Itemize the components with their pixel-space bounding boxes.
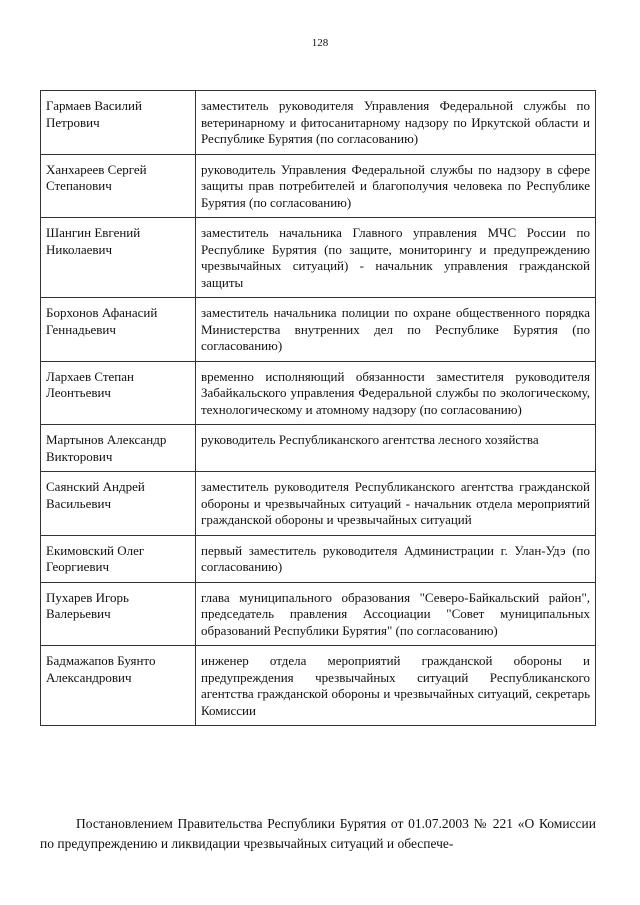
table-row: [41, 91, 596, 155]
member-role: временно исполняющий обязанности заместителя руководителя Забайкальского управления Федеральной службы по экологическому, технологическому и атомному надзору (по согласованию): [196, 361, 596, 425]
member-role: руководитель Управления Федеральной службы по надзору в сфере защиты прав потребителей и благополучия человека по Республике Бурятия (по согласованию): [196, 154, 596, 218]
member-name: Борхонов Афанасий Геннадьевич: [41, 298, 196, 362]
member-name: Гармаев Василий Петрович: [41, 91, 196, 155]
member-role: заместитель руководителя Управления Федеральной службы по ветеринарному и фитосанитарному надзору по Иркутской области и Республике Бурятия (по согласованию): [196, 91, 596, 155]
table-row: [41, 472, 596, 536]
commission-members-table: [40, 90, 596, 726]
member-role: заместитель руководителя Республиканского агентства гражданской обороны и чрезвычайных ситуаций - начальник отдела мероприятий гражданской обороны и чрезвычайных ситуаций: [196, 472, 596, 536]
member-role: глава муниципального образования "Северо-Байкальский район", председатель правления Ассоциации "Совет муниципальных образований Республики Бурятия" (по согласованию): [196, 582, 596, 646]
member-name: Саянский Андрей Васильевич: [41, 472, 196, 536]
member-name: Лархаев Степан Леонтьевич: [41, 361, 196, 425]
table-row: [41, 425, 596, 472]
member-name: Бадмажапов Буянто Александрович: [41, 646, 196, 726]
member-name: Ханхареев Сергей Степанович: [41, 154, 196, 218]
table-row: [41, 582, 596, 646]
member-name: Екимовский Олег Георгиевич: [41, 535, 196, 582]
table-row: [41, 218, 596, 298]
member-name: Шангин Евгений Николаевич: [41, 218, 196, 298]
closing-paragraph: Постановлением Правительства Республики Бурятия от 01.07.2003 № 221 «О Комиссии по предупреждению и ликвидации чрезвычайных ситуаций и обеспече-: [40, 815, 596, 851]
table-row: [41, 298, 596, 362]
member-name: Мартынов Александр Викторович: [41, 425, 196, 472]
table-row: [41, 154, 596, 218]
member-role: заместитель начальника Главного управления МЧС России по Республике Бурятия (по защите, мониторингу и предупреждению чрезвычайных ситуаций) - начальник управления гражданской защиты: [196, 218, 596, 298]
member-role: первый заместитель руководителя Администрации г. Улан-Удэ (по согласованию): [196, 535, 596, 582]
table-row: [41, 535, 596, 582]
member-name: Пухарев Игорь Валерьевич: [41, 582, 196, 646]
member-role: руководитель Республиканского агентства лесного хозяйства: [196, 425, 596, 472]
table-row: [41, 361, 596, 425]
member-role: инженер отдела мероприятий гражданской обороны и предупреждения чрезвычайных ситуаций Республиканского агентства гражданской обороны и чрезвычайных ситуаций, секретарь Комиссии: [196, 646, 596, 726]
table-row: [41, 646, 596, 726]
page-number: 128: [311, 37, 329, 49]
member-role: заместитель начальника полиции по охране общественного порядка Министерства внутренних дел по Республике Бурятия (по согласованию): [196, 298, 596, 362]
